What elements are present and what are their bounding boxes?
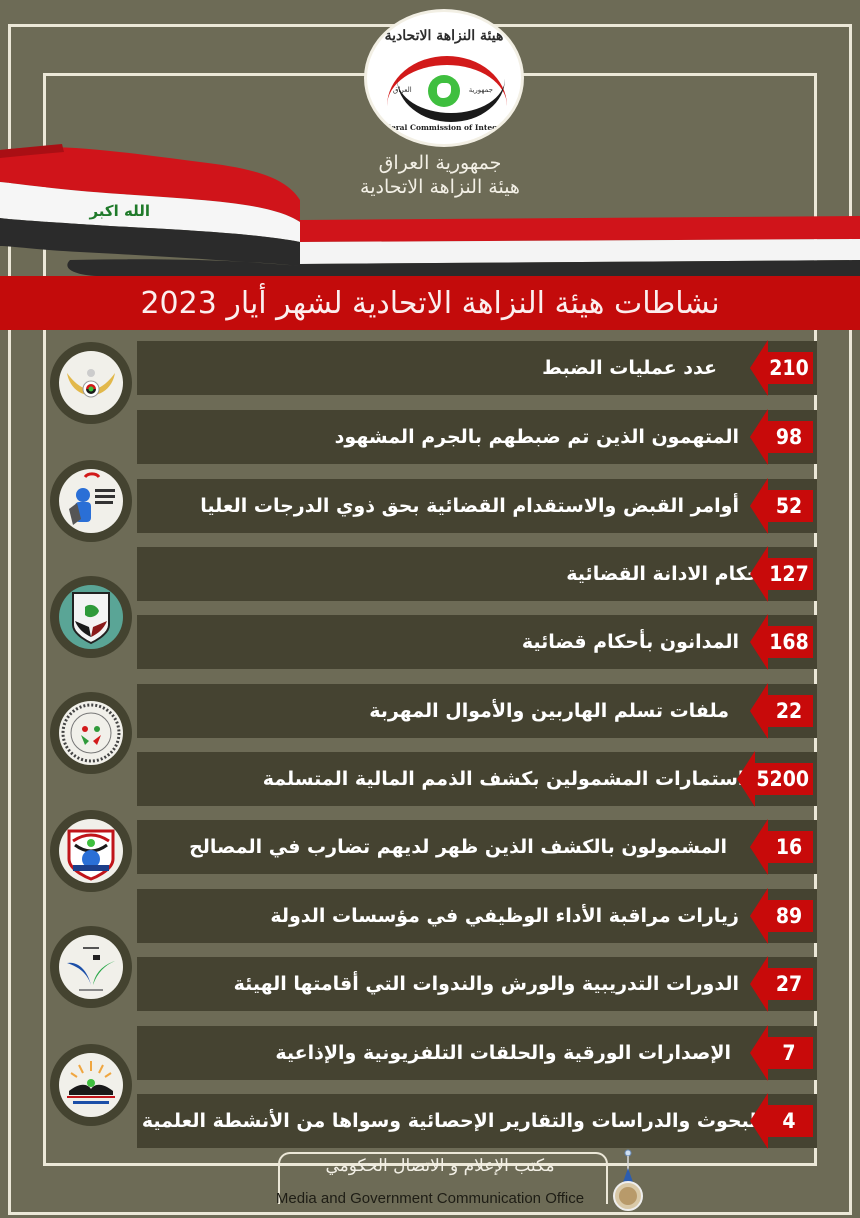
training-academy-emblem-icon — [50, 926, 132, 1008]
stat-row — [137, 341, 817, 395]
stat-row — [137, 1026, 817, 1080]
non-governmental-relations-emblem-icon — [50, 692, 132, 774]
stat-label: زيارات مراقبة الأداء الوظيفي في مؤسسات الدولة — [270, 905, 739, 927]
logo-side-left: العراق — [393, 86, 412, 94]
stat-value-arrow-badge: 127 — [767, 558, 813, 590]
prevention-hands-map-emblem-icon — [50, 576, 132, 658]
stat-label: الإصدارات الورقية والحلقات التلفزيونية والإذاعية — [275, 1042, 731, 1064]
stat-label: ملفات تسلم الهاربين والأموال المهربة — [369, 700, 729, 722]
stat-value-arrow-badge: 4 — [767, 1105, 813, 1137]
stat-row — [137, 684, 817, 738]
stat-value-arrow-badge: 89 — [767, 900, 813, 932]
flag-takbir-text: الله اكبر — [89, 202, 150, 220]
stat-label: المشمولون بالكشف الذين ظهر لديهم تضارب في المصالح — [189, 836, 727, 858]
stat-label: المدانون بأحكام قضائية — [521, 631, 739, 653]
stat-value-arrow-badge: 98 — [767, 421, 813, 453]
organization-name: هيئة النزاهة الاتحادية — [360, 176, 520, 198]
extradition-office-emblem-icon — [50, 810, 132, 892]
stat-row — [137, 752, 817, 806]
stat-value-arrow-badge: 27 — [767, 968, 813, 1000]
stat-value-arrow-badge: 22 — [767, 695, 813, 727]
stat-row — [137, 615, 817, 669]
stat-row — [137, 479, 817, 533]
planning-research-office-emblem-icon — [50, 1044, 132, 1126]
stat-label: أوامر القبض والاستقدام القضائية بحق ذوي الدرجات العليا — [200, 495, 739, 517]
country-name: جمهورية العراق — [378, 152, 502, 174]
stat-value-arrow-badge: 210 — [767, 352, 813, 384]
footer-arabic-office-name: مكتب الإعلام و الاتصال الحكومي — [325, 1156, 555, 1176]
logo-calligraphy: هيئة النزاهة الاتحادية — [384, 28, 504, 44]
stat-value-arrow-badge: 52 — [767, 490, 813, 522]
title-banner — [0, 276, 860, 330]
stat-row — [137, 957, 817, 1011]
stat-row — [137, 410, 817, 464]
logo-side-right: جمهورية — [468, 86, 493, 94]
media-office-tower-logo-icon — [611, 1148, 645, 1214]
stat-label: عدد عمليات الضبط — [542, 357, 717, 379]
logo-english-text: Federal Commission of Integrity — [376, 123, 512, 132]
stat-row — [137, 820, 817, 874]
footer-english-office-name: Media and Government Communication Office — [275, 1190, 585, 1207]
page-title: نشاطات هيئة النزاهة الاتحادية لشهر أيار 2023 — [140, 285, 720, 321]
education-public-relations-emblem-icon — [50, 460, 132, 542]
stat-label: استمارات المشمولين بكشف الذمم المالية المتسلمة — [262, 768, 745, 790]
stat-label: الدورات التدريبية والورش والندوات التي أقامتها الهيئة — [233, 973, 739, 995]
stat-label: أحكام الادانة القضائية — [566, 563, 767, 585]
stat-label: البحوث والدراسات والتقارير الإحصائية وسواها من الأنشطة العلمية — [141, 1110, 763, 1132]
stat-row — [137, 889, 817, 943]
iraq-map-icon — [428, 75, 460, 107]
stat-row — [137, 547, 817, 601]
stat-row — [137, 1094, 817, 1148]
stat-value-arrow-badge: 5200 — [754, 763, 813, 795]
stat-value-arrow-badge: 168 — [767, 626, 813, 658]
stat-label: المتهمون الذين تم ضبطهم بالجرم المشهود — [334, 426, 739, 448]
investigations-eagle-emblem-icon — [50, 342, 132, 424]
stat-value-arrow-badge: 16 — [767, 831, 813, 863]
stat-value-arrow-badge: 7 — [767, 1037, 813, 1069]
federal-commission-of-integrity-logo — [367, 12, 521, 144]
